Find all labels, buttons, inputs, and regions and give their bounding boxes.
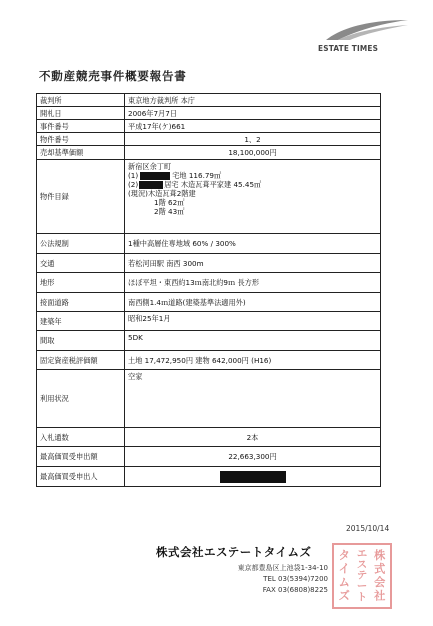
seal-glyph: ム bbox=[338, 576, 350, 590]
row-label: 開札日 bbox=[37, 107, 125, 120]
company-seal bbox=[332, 543, 392, 609]
floor-1-area: 1階 62㎡ bbox=[154, 198, 185, 207]
property-list-cell bbox=[125, 160, 381, 234]
row-value: 空家 bbox=[125, 370, 381, 428]
table-row bbox=[37, 331, 381, 351]
row-label: 間取 bbox=[37, 331, 125, 351]
item-number: (1) bbox=[128, 171, 139, 180]
seal-glyph: タ bbox=[338, 549, 350, 563]
seal-glyph: 株 bbox=[374, 549, 386, 563]
table-row bbox=[37, 107, 381, 120]
table-row bbox=[37, 146, 381, 160]
table-row bbox=[37, 467, 381, 487]
row-label: 地形 bbox=[37, 273, 125, 293]
company-tel: TEL 03(5394)7200 bbox=[263, 575, 328, 583]
row-value: ほぼ平坦・東西約13ｍ南北約9ｍ 長方形 bbox=[125, 273, 381, 293]
row-value: 南西側1.4ｍ道路(建築基準法適用外) bbox=[125, 293, 381, 312]
row-value: 2006年7月7日 bbox=[125, 107, 381, 120]
seal-glyph: ズ bbox=[338, 589, 350, 603]
redacted-block bbox=[220, 471, 286, 483]
seal-glyph: エ bbox=[356, 548, 368, 561]
row-value: 東京地方裁判所 本庁 bbox=[125, 94, 381, 107]
row-value: 若松河田駅 南西 300m bbox=[125, 254, 381, 273]
row-value: 2本 bbox=[125, 428, 381, 447]
seal-glyph: イ bbox=[338, 562, 350, 576]
row-label: 固定資産税評価額 bbox=[37, 351, 125, 370]
table-row bbox=[37, 447, 381, 467]
property-item-1 bbox=[128, 171, 377, 180]
brand-name: ESTATE TIMES bbox=[318, 44, 379, 53]
row-label: 最高価買受申出人 bbox=[37, 467, 125, 487]
property-current-state: (現況)木造瓦葺2階建 bbox=[128, 189, 196, 198]
seal-glyph: 式 bbox=[374, 562, 386, 576]
report-date: 2015/10/14 bbox=[346, 524, 390, 533]
row-label: 裁判所 bbox=[37, 94, 125, 107]
company-fax: FAX 03(6808)8225 bbox=[262, 586, 328, 594]
row-label: 交通 bbox=[37, 254, 125, 273]
swoosh-icon bbox=[324, 18, 410, 42]
seal-glyph: ー bbox=[356, 580, 368, 593]
row-label: 物件目録 bbox=[37, 160, 125, 234]
table-row bbox=[37, 94, 381, 107]
item-text: 居宅 木造瓦葺平家建 45.45㎡ bbox=[164, 180, 262, 189]
row-label: 最高価買受申出額 bbox=[37, 447, 125, 467]
row-label: 入札通数 bbox=[37, 428, 125, 447]
seal-stamp-icon bbox=[334, 545, 390, 607]
table-row bbox=[37, 120, 381, 133]
company-name: 株式会社エステートタイムズ bbox=[156, 545, 312, 559]
table-row bbox=[37, 160, 381, 234]
property-location: 新宿区余丁町 bbox=[128, 162, 172, 171]
seal-glyph: テ bbox=[356, 569, 368, 582]
property-item-2 bbox=[128, 180, 377, 189]
row-label: 事件番号 bbox=[37, 120, 125, 133]
seal-glyph: 会 bbox=[374, 576, 386, 590]
table-row bbox=[37, 428, 381, 447]
table-row bbox=[37, 234, 381, 254]
row-label: 接面道路 bbox=[37, 293, 125, 312]
table-row bbox=[37, 254, 381, 273]
row-value: 5DK bbox=[125, 331, 381, 351]
seal-glyph: 社 bbox=[374, 589, 386, 603]
table-row bbox=[37, 312, 381, 331]
floor-2-area: 2階 43㎡ bbox=[154, 207, 185, 216]
row-value: 1、2 bbox=[125, 133, 381, 146]
row-label: 利用状況 bbox=[37, 370, 125, 428]
row-value: 土地 17,472,950円 建物 642,000円 (H16) bbox=[125, 351, 381, 370]
row-value: 18,100,000円 bbox=[125, 146, 381, 160]
redacted-block bbox=[139, 181, 163, 189]
row-value: 22,663,300円 bbox=[125, 447, 381, 467]
row-value: 平成17年(ケ)661 bbox=[125, 120, 381, 133]
summary-table bbox=[36, 93, 381, 487]
table-row bbox=[37, 293, 381, 312]
company-address: 東京都豊島区上池袋1-34-10 bbox=[237, 564, 328, 572]
row-value: 1種中高層住専地域 60% / 300% bbox=[125, 234, 381, 254]
item-text: 宅地 116.79㎡ bbox=[172, 171, 222, 180]
item-number: (2) bbox=[128, 180, 139, 189]
redacted-block bbox=[140, 172, 170, 180]
table-row bbox=[37, 273, 381, 293]
row-label: 建築年 bbox=[37, 312, 125, 331]
estate-times-logo bbox=[318, 18, 414, 58]
page-title: 不動産競売事件概要報告書 bbox=[39, 69, 187, 83]
table-row bbox=[37, 133, 381, 146]
top-bidder-cell bbox=[125, 467, 381, 487]
row-value: 昭和25年1月 bbox=[125, 312, 381, 331]
seal-glyph: ス bbox=[356, 558, 368, 571]
seal-glyph: ト bbox=[356, 591, 368, 604]
row-label: 物件番号 bbox=[37, 133, 125, 146]
company-contact bbox=[198, 563, 328, 596]
row-label: 売却基準価額 bbox=[37, 146, 125, 160]
table-row bbox=[37, 351, 381, 370]
row-label: 公法規制 bbox=[37, 234, 125, 254]
table-row bbox=[37, 370, 381, 428]
